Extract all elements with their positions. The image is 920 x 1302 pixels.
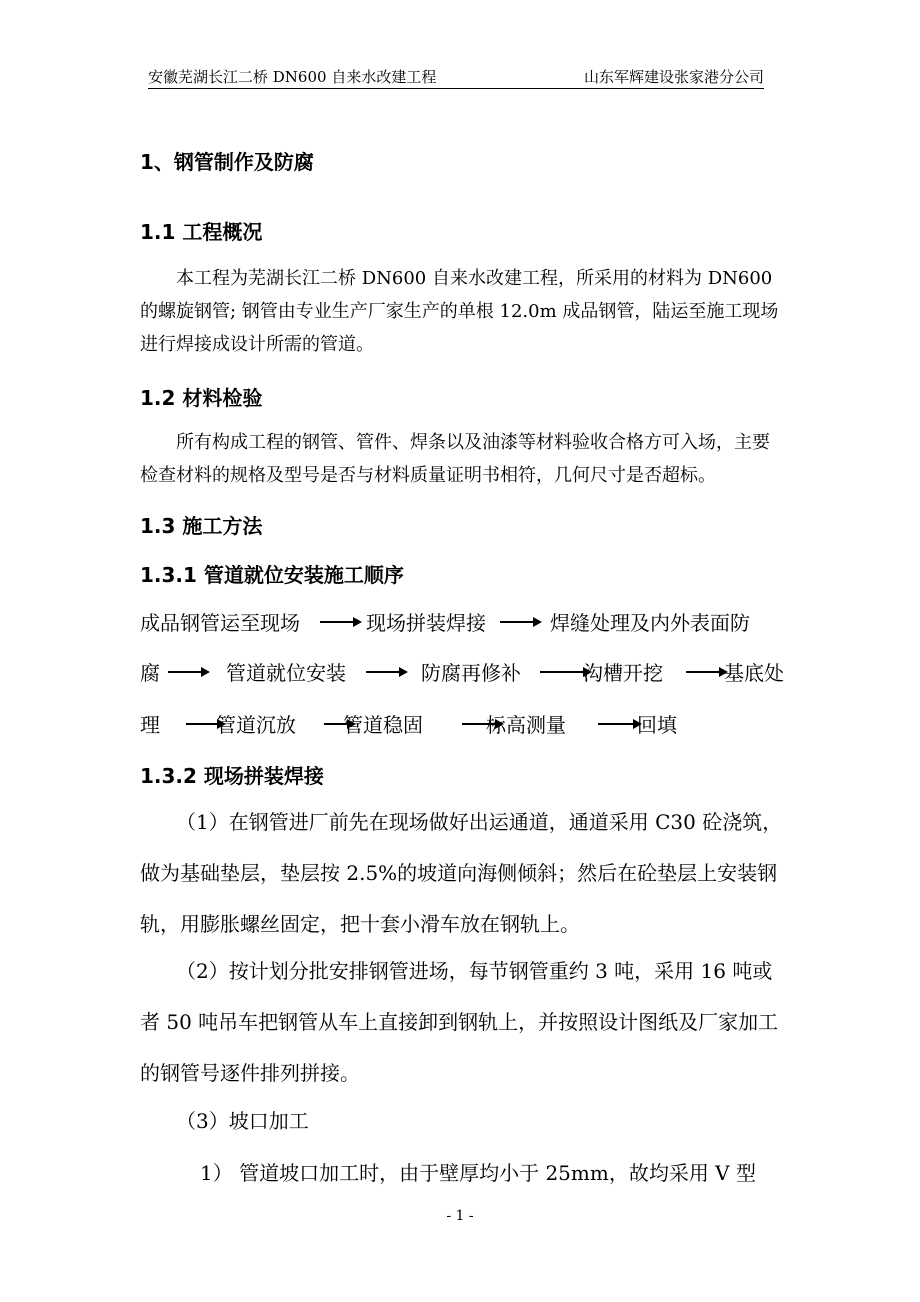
flow-step-11: 回填: [637, 713, 677, 737]
flow-step-6: 沟槽开挖: [583, 661, 663, 685]
paragraph-3: （3）坡口加工: [176, 1109, 309, 1133]
section-1-2-paragraph: 所有构成工程的钢管、管件、焊条以及油漆等材料验收合格方可入场，主要检查材料的规格及型号是否与材料质量证明书相符，几何尺寸是否超标。: [140, 432, 770, 486]
section-1-3-1-heading: 1.3.1 管道就位安装施工顺序: [140, 563, 404, 587]
flow-step-3a: 焊缝处理及内外表面防: [550, 611, 750, 635]
section-1-3-heading: 1.3 施工方法: [140, 514, 263, 538]
flow-step-3b: 腐: [140, 661, 160, 685]
section-1-3-2-heading: 1.3.2 现场拼装焊接: [140, 764, 324, 788]
flow-step-4: 管道就位安装: [226, 661, 346, 685]
flow-step-7b: 理: [140, 713, 160, 737]
page-header: [148, 66, 764, 89]
flow-step-10: 标高测量: [486, 713, 566, 737]
section-1-2-heading: 1.2 材料检验: [140, 386, 263, 410]
flow-step-9: 管道稳固: [343, 713, 423, 737]
flow-arrow-icon: [320, 621, 360, 623]
flow-step-1: 成品钢管运至现场: [140, 611, 300, 635]
paragraph-2: （2）按计划分批安排钢管进场，每节钢管重约 3 吨，采用 16 吨或者 50 吨吊车把钢管从车上直接卸到钢轨上，并按照设计图纸及厂家加工的钢管号逐件排列拼接。: [140, 959, 779, 1085]
section-1-heading: 1、钢管制作及防腐: [140, 150, 314, 174]
flow-arrow-icon: [500, 621, 540, 623]
section-1-1-heading: 1.1 工程概况: [140, 220, 263, 244]
header-project-title: 安徽芜湖长江二桥 DN600 自来水改建工程: [148, 68, 437, 86]
flow-arrow-icon: [598, 723, 640, 725]
paragraph-1: （1）在钢管进厂前先在现场做好出运通道，通道采用 C30 砼浇筑，做为基础垫层，垫层按 2.5%的坡道向海侧倾斜；然后在砼垫层上安装钢轨，用膨胀螺丝固定，把十套小滑车放在钢轨上。: [140, 810, 783, 936]
header-company-name: 山东军辉建设张家港分公司: [583, 68, 764, 86]
flow-step-8: 管道沉放: [216, 713, 296, 737]
flow-arrow-icon: [366, 671, 406, 673]
flow-step-5: 防腐再修补: [421, 661, 521, 685]
page-number: - 1 -: [446, 1208, 474, 1224]
paragraph-4: 1） 管道坡口加工时，由于壁厚均小于 25mm，故均采用 V 型: [200, 1161, 756, 1185]
flow-step-7a: 基底处: [724, 661, 784, 685]
flow-arrow-icon: [168, 671, 208, 673]
flow-step-2: 现场拼装焊接: [366, 611, 486, 635]
section-1-1-paragraph: 本工程为芜湖长江二桥 DN600 自来水改建工程，所采用的材料为 DN600 的螺旋钢管; 钢管由专业生产厂家生产的单根 12.0m 成品钢管，陆运至施工现场进行焊接成设计所需的管道。: [140, 268, 779, 355]
flow-arrow-icon: [686, 671, 726, 673]
